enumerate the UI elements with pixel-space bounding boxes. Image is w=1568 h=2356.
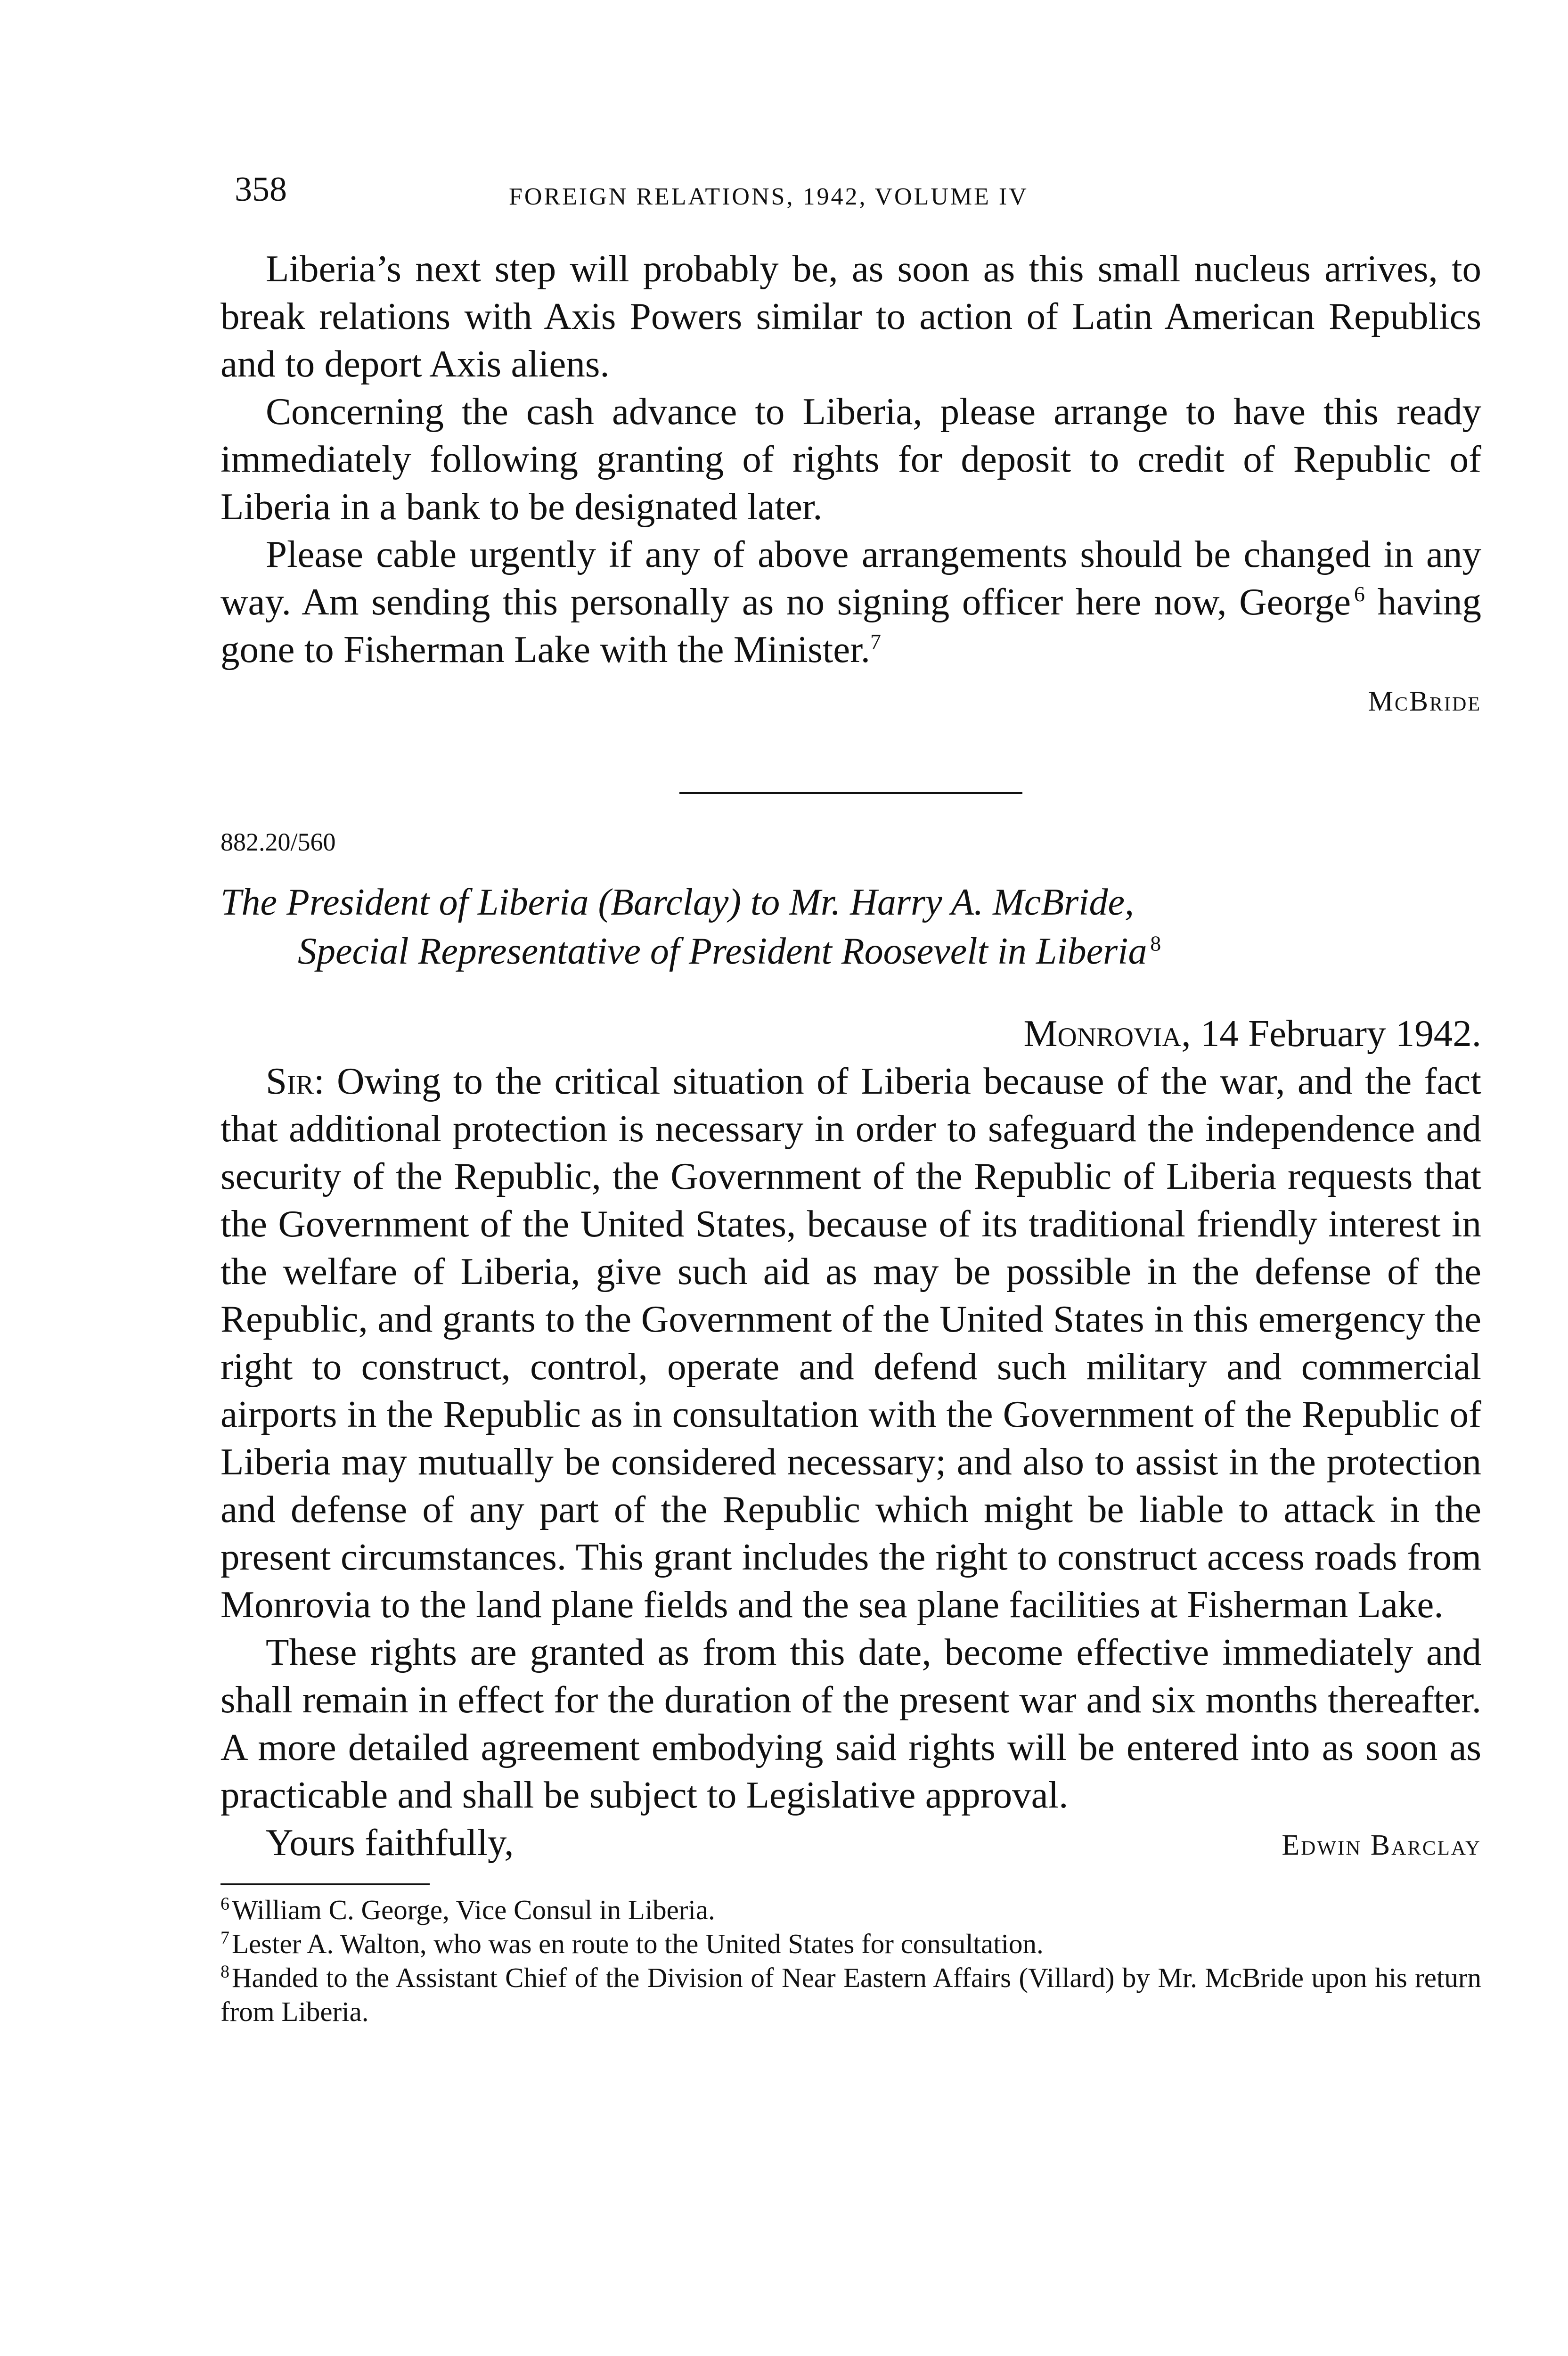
file-number: 882.20/560 bbox=[220, 828, 336, 856]
signatory: Edwin Barclay bbox=[1282, 1829, 1481, 1861]
document-heading-line-2-wrap bbox=[220, 927, 1481, 976]
telegram-paragraph-2: Concerning the cash advance to Liberia, please arrange to have this ready immediately following granting of rights for deposit to credit of Republic of Liberia in a bank to be designated later. bbox=[220, 390, 1481, 528]
telegram-paragraph-3-continued: having gone to Fisherman Lake with the Minister. bbox=[220, 581, 1481, 671]
running-head: FOREIGN RELATIONS, 1942, VOLUME IV bbox=[509, 183, 1029, 210]
page-number: 358 bbox=[235, 170, 287, 209]
footnote-ref-8: 8 bbox=[1150, 931, 1161, 956]
dateline-place: Monrovia, bbox=[1023, 1012, 1191, 1055]
letter-paragraph-2: These rights are granted as from this date, become effective immediately and shall remain in effect for the duration of the present war and six months thereafter. A more detailed agreement embodying said rights will be entered into as soon as practicable and shall be subject to Legislative approval. bbox=[220, 1631, 1481, 1816]
document-heading bbox=[220, 878, 1481, 976]
document-heading-line-1: The President of Liberia (Barclay) to Mr. Harry A. McBride, bbox=[220, 882, 1134, 923]
footnote-7-mark: 7 bbox=[220, 1928, 229, 1948]
footnote-divider bbox=[220, 1883, 430, 1885]
footnote-6-mark: 6 bbox=[220, 1894, 229, 1914]
telegram-paragraph-3 bbox=[220, 531, 1481, 673]
footnote-8-mark: 8 bbox=[220, 1962, 229, 1982]
footnote-ref-7: 7 bbox=[870, 630, 882, 654]
footnote-8-text: Handed to the Assistant Chief of the Division of Near Eastern Affairs (Villard) by Mr. McBride upon his return from Liberia. bbox=[220, 1962, 1481, 2027]
footnote-6-text: William C. George, Vice Consul in Liberia. bbox=[231, 1894, 715, 1925]
dateline bbox=[220, 1010, 1481, 1057]
footnote-8 bbox=[220, 1961, 1481, 2029]
telegram-paragraph-3-text: Please cable urgently if any of above arrangements should be changed in any way. Am sending this personally as no signing officer here now, George bbox=[220, 533, 1481, 623]
footnote-7-text: Lester A. Walton, who was en route to the United States for consultation. bbox=[231, 1928, 1044, 1959]
page-header bbox=[220, 141, 1481, 212]
section-divider bbox=[679, 792, 1022, 794]
letter-paragraph-1 bbox=[220, 1057, 1481, 1628]
closing-line bbox=[220, 1819, 1481, 1866]
footnote-7 bbox=[220, 1927, 1481, 1961]
footnote-6 bbox=[220, 1893, 1481, 1927]
salutation: Sir bbox=[266, 1060, 314, 1102]
footnotes bbox=[220, 1893, 1481, 2029]
page bbox=[220, 141, 1481, 2029]
telegram-body bbox=[220, 245, 1481, 722]
telegram-paragraph-1: Liberia’s next step will probably be, as soon as this small nucleus arrives, to break relations with Axis Powers similar to action of Latin American Republics and to deport Axis aliens. bbox=[220, 247, 1481, 385]
letter-paragraph-1-text: : Owing to the critical situation of Liberia because of the war, and the fact that additional protection is necessary in order to safeguard the independence and security of the Republic, the Government of the Republic of Liberia requests that the Government of the United States, because of its traditional friendly interest in the welfare of Liberia, give such aid as may be possible in the defense of the Republic, and grants to the Government of the United States in this emergency the right to construct, control, operate and defend such military and commercial airports in the Republic as in consultation with the Government of the Republic of Liberia may mutually be considered necessary; and also to assist in the protection and defense of any part of the Republic which might be liable to attack in the present circumstances. This grant includes the right to construct access roads from Monrovia to the land plane fields and the sea plane facilities at Fisherman Lake. bbox=[220, 1060, 1481, 1626]
telegram-signature: McBride bbox=[1368, 686, 1481, 717]
complimentary-close: Yours faithfully, bbox=[266, 1821, 514, 1864]
footnote-ref-6: 6 bbox=[1354, 582, 1365, 606]
dateline-date: 14 February 1942. bbox=[1191, 1012, 1481, 1055]
document-heading-line-2: Special Representative of President Roosevelt in Liberia bbox=[298, 931, 1147, 972]
